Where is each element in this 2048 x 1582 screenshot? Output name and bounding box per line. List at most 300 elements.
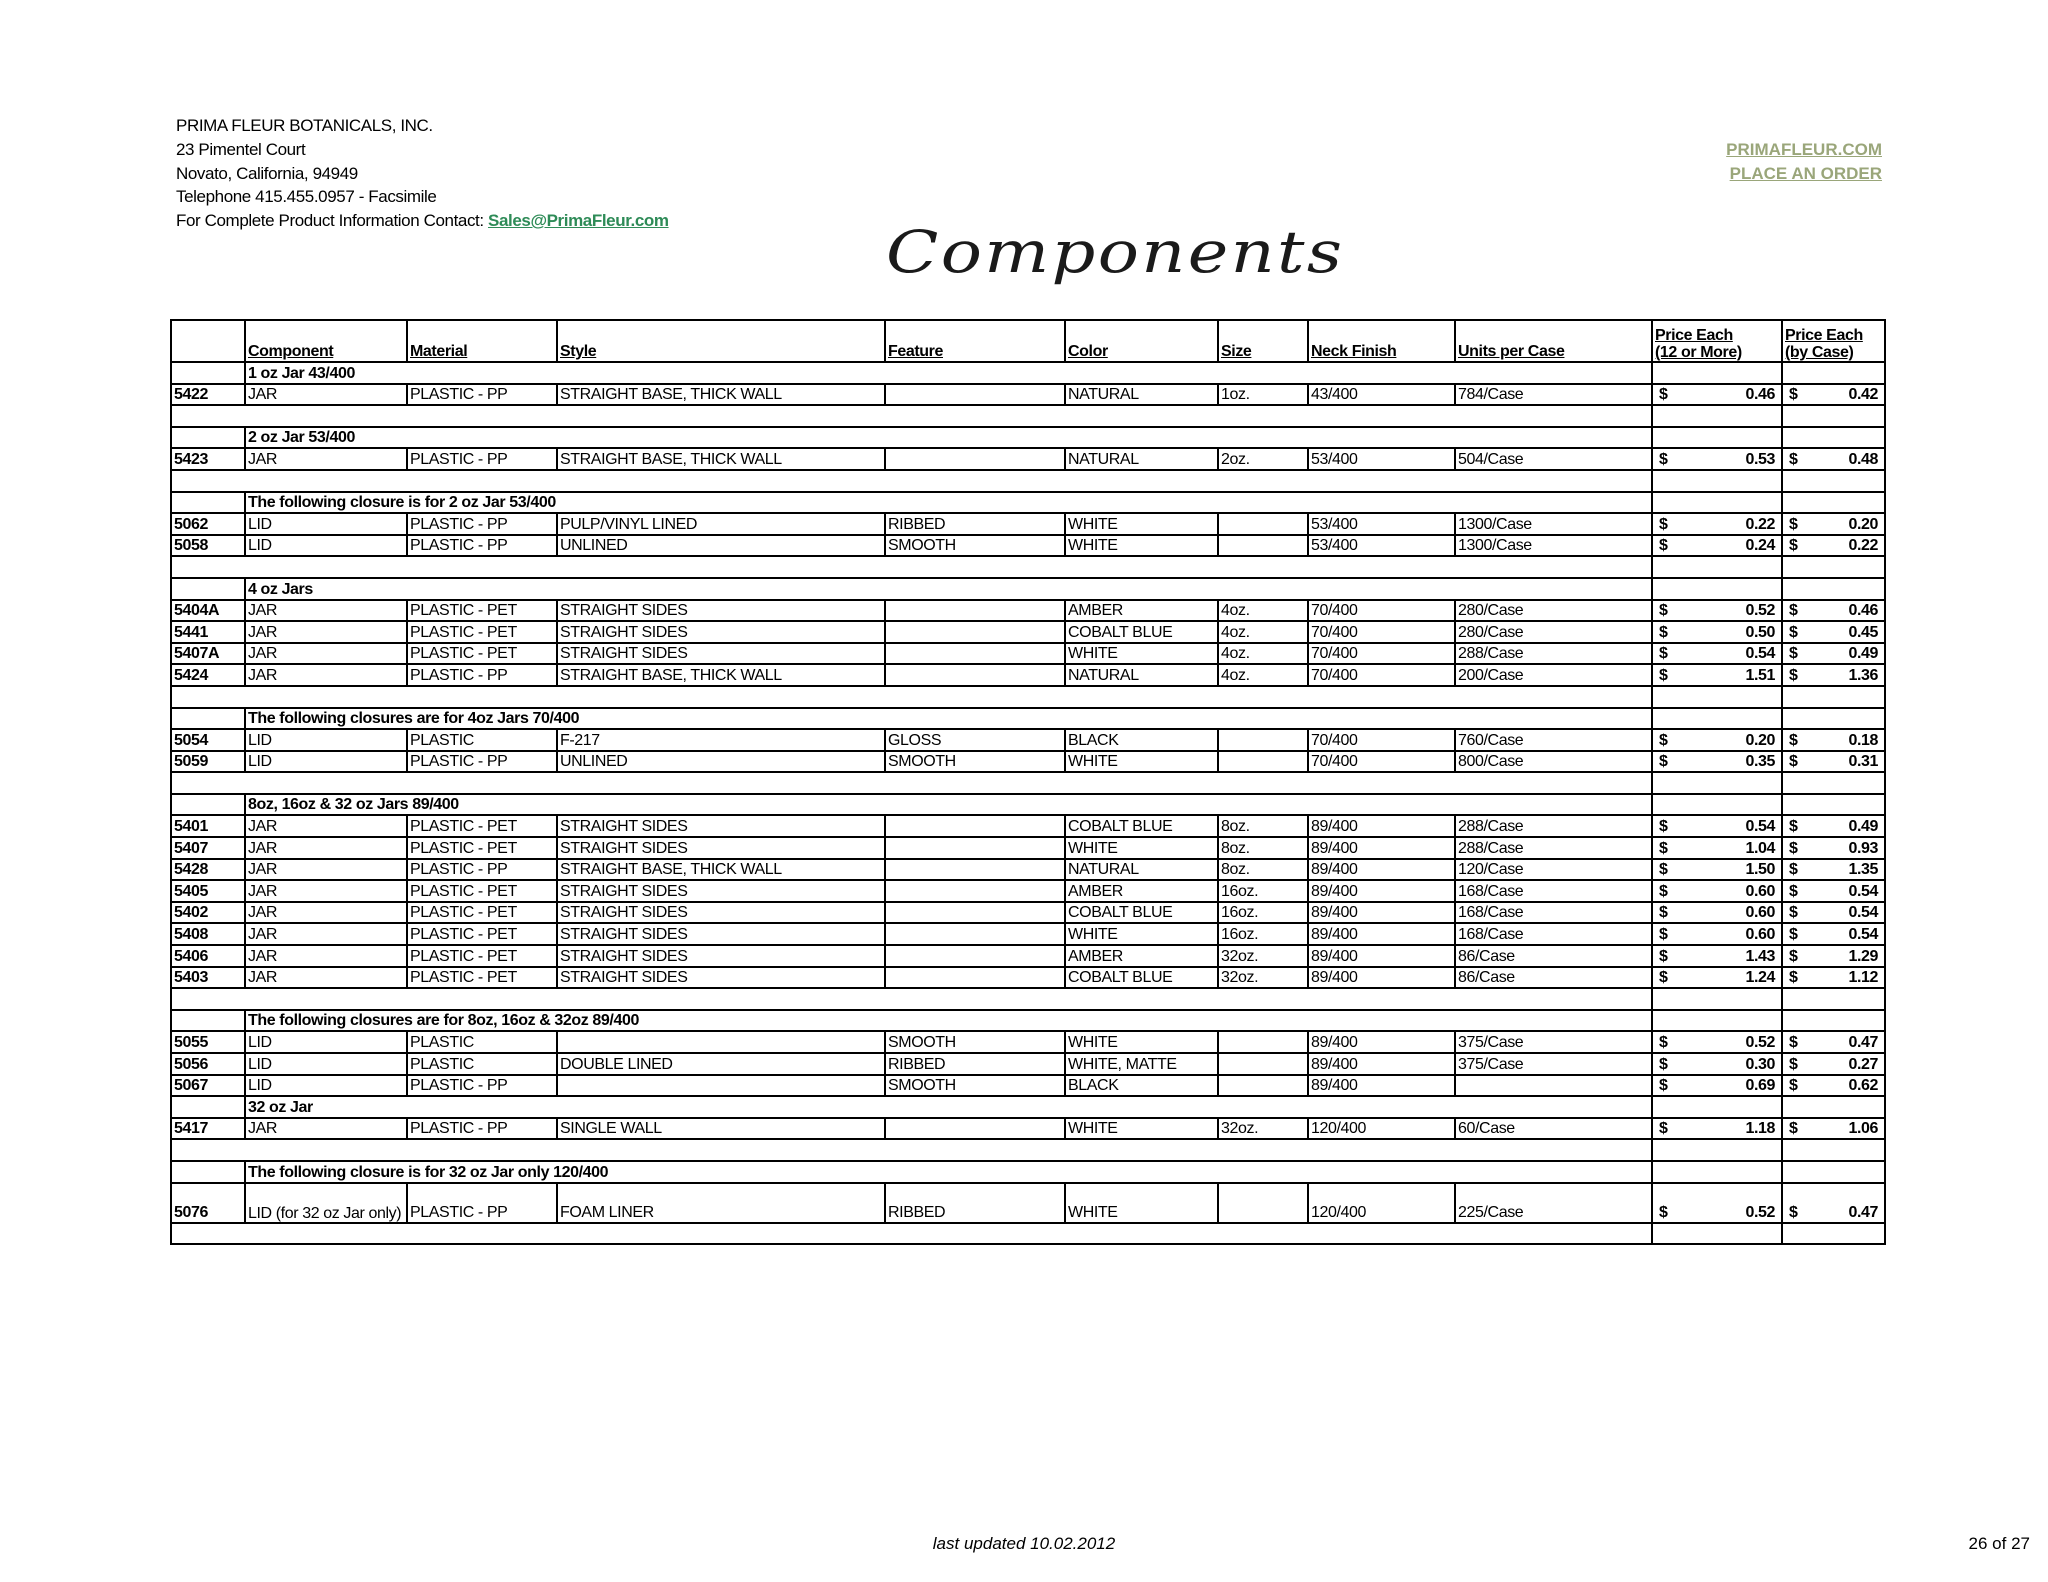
style-cell: STRAIGHT SIDES (557, 837, 885, 859)
feature-cell (885, 923, 1065, 945)
blank-row (171, 405, 1885, 427)
currency-symbol: $ (1659, 1077, 1668, 1095)
price-case-cell (1782, 880, 1885, 902)
component-cell: LID (245, 751, 407, 773)
price-value: 0.35 (1745, 753, 1775, 771)
price-value: 0.27 (1848, 1055, 1878, 1073)
table-row (171, 967, 1885, 989)
blank-row (171, 686, 1885, 708)
component-cell: JAR (245, 815, 407, 837)
table-row (171, 664, 1885, 686)
price-12-cell (1652, 621, 1782, 643)
size-cell: 32oz. (1218, 945, 1308, 967)
neck-finish-cell: 89/400 (1308, 902, 1455, 924)
units-cell: 375/Case (1455, 1031, 1652, 1053)
sku-cell: 5423 (171, 448, 245, 470)
price-value: 1.51 (1745, 666, 1775, 684)
neck-finish-cell: 89/400 (1308, 815, 1455, 837)
material-cell: PLASTIC (407, 1031, 557, 1053)
price-value: 0.20 (1745, 731, 1775, 749)
price-value: 0.60 (1745, 926, 1775, 944)
header-material: Material (407, 320, 557, 362)
currency-symbol: $ (1789, 450, 1798, 468)
style-cell: STRAIGHT BASE, THICK WALL (557, 859, 885, 881)
blank-cell (1652, 405, 1782, 427)
price-value: 0.30 (1745, 1055, 1775, 1073)
material-cell: PLASTIC - PET (407, 880, 557, 902)
price-12-cell (1652, 535, 1782, 557)
header-size: Size (1218, 320, 1308, 362)
currency-symbol: $ (1659, 947, 1668, 965)
component-cell: LID (245, 1031, 407, 1053)
neck-finish-cell: 70/400 (1308, 751, 1455, 773)
style-cell: STRAIGHT SIDES (557, 621, 885, 643)
component-cell: JAR (245, 923, 407, 945)
style-cell: STRAIGHT SIDES (557, 880, 885, 902)
currency-symbol: $ (1789, 839, 1798, 857)
price-cell (1782, 362, 1885, 384)
feature-cell (885, 384, 1065, 406)
sku-cell: 5406 (171, 945, 245, 967)
currency-symbol: $ (1789, 861, 1798, 879)
section-label: The following closure is for 2 oz Jar 53/400 (245, 492, 1652, 514)
blank-cell (171, 772, 1652, 794)
style-cell: PULP/VINYL LINED (557, 513, 885, 535)
price-case-cell (1782, 837, 1885, 859)
size-cell: 8oz. (1218, 837, 1308, 859)
price-12-cell (1652, 859, 1782, 881)
header-price-12: Price Each (12 or More) (1652, 320, 1782, 362)
section-label: 8oz, 16oz & 32 oz Jars 89/400 (245, 794, 1652, 816)
color-cell: NATURAL (1065, 859, 1218, 881)
feature-cell: RIBBED (885, 513, 1065, 535)
sku-cell (171, 708, 245, 730)
company-street: 23 Pimentel Court (176, 139, 306, 159)
material-cell: PLASTIC - PP (407, 1183, 557, 1223)
blank-cell (171, 988, 1652, 1010)
price-cell (1782, 578, 1885, 600)
price-cell (1652, 1096, 1782, 1118)
price-12-cell (1652, 967, 1782, 989)
price-cell (1782, 1096, 1885, 1118)
blank-row (171, 1223, 1885, 1245)
size-cell: 2oz. (1218, 448, 1308, 470)
price-case-cell (1782, 384, 1885, 406)
units-cell: 225/Case (1455, 1183, 1652, 1223)
sku-cell: 5404A (171, 600, 245, 622)
price-value: 0.50 (1745, 623, 1775, 641)
size-cell (1218, 729, 1308, 751)
color-cell: NATURAL (1065, 384, 1218, 406)
price-value: 0.60 (1745, 904, 1775, 922)
currency-symbol: $ (1659, 818, 1668, 836)
price-cell (1652, 427, 1782, 449)
neck-finish-cell: 89/400 (1308, 1031, 1455, 1053)
material-cell: PLASTIC - PP (407, 1075, 557, 1097)
blank-cell (1652, 470, 1782, 492)
price-case-cell (1782, 600, 1885, 622)
feature-cell (885, 945, 1065, 967)
price-value: 1.29 (1848, 947, 1878, 965)
price-value: 0.52 (1745, 1034, 1775, 1051)
color-cell: WHITE (1065, 1031, 1218, 1053)
units-cell: 200/Case (1455, 664, 1652, 686)
neck-finish-cell: 70/400 (1308, 600, 1455, 622)
currency-symbol: $ (1659, 926, 1668, 944)
component-cell: LID (245, 729, 407, 751)
header-price-case: Price Each (by Case) (1782, 320, 1885, 362)
price-12-cell (1652, 923, 1782, 945)
style-cell: SINGLE WALL (557, 1118, 885, 1140)
price-case-cell (1782, 729, 1885, 751)
currency-symbol: $ (1789, 1203, 1798, 1221)
currency-symbol: $ (1789, 969, 1798, 987)
component-cell: JAR (245, 600, 407, 622)
section-label: 1 oz Jar 43/400 (245, 362, 1652, 384)
price-cell (1782, 1010, 1885, 1032)
table-row (171, 600, 1885, 622)
price-cell (1652, 1161, 1782, 1183)
blank-cell (1782, 988, 1885, 1010)
price-case-cell (1782, 513, 1885, 535)
units-cell: 288/Case (1455, 815, 1652, 837)
table-row (171, 1053, 1885, 1075)
neck-finish-cell: 53/400 (1308, 513, 1455, 535)
price-cell (1652, 1010, 1782, 1032)
header-style: Style (557, 320, 885, 362)
units-cell: 280/Case (1455, 621, 1652, 643)
price-12-cell (1652, 751, 1782, 773)
table-row (171, 902, 1885, 924)
feature-cell: SMOOTH (885, 535, 1065, 557)
component-cell: JAR (245, 621, 407, 643)
blank-cell (1782, 405, 1885, 427)
neck-finish-cell: 89/400 (1308, 1075, 1455, 1097)
table-row (171, 1031, 1885, 1053)
material-cell: PLASTIC - PP (407, 448, 557, 470)
feature-cell (885, 600, 1065, 622)
section-header-row (171, 794, 1885, 816)
units-cell: 120/Case (1455, 859, 1652, 881)
component-cell: LID (for 32 oz Jar only) (245, 1183, 407, 1223)
price-value: 0.49 (1848, 818, 1878, 836)
price-value: 0.48 (1848, 450, 1878, 468)
section-label: The following closures are for 4oz Jars 70/400 (245, 708, 1652, 730)
sku-cell: 5059 (171, 751, 245, 773)
company-info (176, 114, 669, 233)
currency-symbol: $ (1789, 602, 1798, 620)
price-value: 0.54 (1848, 882, 1878, 900)
component-cell: LID (245, 1053, 407, 1075)
blank-cell (171, 1139, 1652, 1161)
feature-cell (885, 1118, 1065, 1140)
currency-symbol: $ (1789, 882, 1798, 900)
table-row (171, 1075, 1885, 1097)
price-case-cell (1782, 923, 1885, 945)
blank-cell (1782, 556, 1885, 578)
price-value: 0.52 (1745, 1203, 1775, 1221)
currency-symbol: $ (1789, 926, 1798, 944)
color-cell: WHITE (1065, 535, 1218, 557)
units-cell: 288/Case (1455, 837, 1652, 859)
price-value: 0.45 (1848, 623, 1878, 641)
price-12-cell (1652, 1183, 1782, 1223)
component-cell: JAR (245, 902, 407, 924)
blank-cell (1782, 470, 1885, 492)
feature-cell (885, 643, 1065, 665)
currency-symbol: $ (1659, 969, 1668, 987)
price-value: 0.20 (1848, 515, 1878, 533)
color-cell: WHITE (1065, 1118, 1218, 1140)
price-12-cell (1652, 664, 1782, 686)
material-cell: PLASTIC (407, 1053, 557, 1075)
price-value: 0.49 (1848, 645, 1878, 663)
section-header-row (171, 1010, 1885, 1032)
price-value: 0.24 (1745, 537, 1775, 555)
size-cell (1218, 1053, 1308, 1075)
price-12-cell (1652, 1118, 1782, 1140)
feature-cell (885, 859, 1065, 881)
price-12-cell (1652, 1075, 1782, 1097)
currency-symbol: $ (1659, 904, 1668, 922)
price-value: 1.35 (1848, 861, 1878, 879)
feature-cell (885, 448, 1065, 470)
table-row (171, 751, 1885, 773)
sku-cell: 5054 (171, 729, 245, 751)
feature-cell (885, 664, 1065, 686)
neck-finish-cell: 70/400 (1308, 621, 1455, 643)
table-row (171, 643, 1885, 665)
units-cell: 86/Case (1455, 945, 1652, 967)
price-12-cell (1652, 880, 1782, 902)
price-12-cell (1652, 729, 1782, 751)
currency-symbol: $ (1659, 602, 1668, 620)
blank-cell (171, 556, 1652, 578)
neck-finish-cell: 89/400 (1308, 1053, 1455, 1075)
company-phone: Telephone 415.455.0957 - Facsimile (176, 187, 437, 207)
blank-row (171, 1139, 1885, 1161)
feature-cell: RIBBED (885, 1183, 1065, 1223)
color-cell: AMBER (1065, 600, 1218, 622)
sku-cell: 5076 (171, 1183, 245, 1223)
sku-cell: 5408 (171, 923, 245, 945)
material-cell: PLASTIC - PET (407, 902, 557, 924)
sku-cell (171, 578, 245, 600)
site-link[interactable]: PRIMAFLEUR.COM (1726, 140, 1882, 159)
price-cell (1782, 1161, 1885, 1183)
units-cell: 288/Case (1455, 643, 1652, 665)
currency-symbol: $ (1659, 386, 1668, 404)
price-cell (1782, 794, 1885, 816)
currency-symbol: $ (1789, 1034, 1798, 1051)
style-cell: STRAIGHT SIDES (557, 643, 885, 665)
price-value: 0.42 (1848, 386, 1878, 404)
price-case-cell (1782, 751, 1885, 773)
price-12-cell (1652, 513, 1782, 535)
company-city: Novato, California, 94949 (176, 163, 358, 183)
table-row (171, 859, 1885, 881)
sku-cell: 5067 (171, 1075, 245, 1097)
sku-cell: 5058 (171, 535, 245, 557)
price-value: 0.62 (1848, 1077, 1878, 1095)
table-row (171, 448, 1885, 470)
components-table (170, 319, 1886, 1245)
currency-symbol: $ (1789, 645, 1798, 663)
material-cell: PLASTIC (407, 729, 557, 751)
neck-finish-cell: 89/400 (1308, 837, 1455, 859)
color-cell: BLACK (1065, 1075, 1218, 1097)
table-row (171, 815, 1885, 837)
feature-cell (885, 837, 1065, 859)
section-header-row (171, 1096, 1885, 1118)
size-cell: 4oz. (1218, 600, 1308, 622)
units-cell: 800/Case (1455, 751, 1652, 773)
component-cell: LID (245, 513, 407, 535)
price-cell (1652, 362, 1782, 384)
price-case-cell (1782, 643, 1885, 665)
blank-row (171, 772, 1885, 794)
feature-cell: GLOSS (885, 729, 1065, 751)
place-order-link[interactable]: PLACE AN ORDER (1729, 164, 1882, 183)
price-value: 0.53 (1745, 450, 1775, 468)
price-case-cell (1782, 1183, 1885, 1223)
currency-symbol: $ (1659, 753, 1668, 771)
neck-finish-cell: 89/400 (1308, 923, 1455, 945)
price-12-cell (1652, 1053, 1782, 1075)
section-header-row (171, 492, 1885, 514)
style-cell (557, 1031, 885, 1053)
size-cell (1218, 1183, 1308, 1223)
price-case-cell (1782, 535, 1885, 557)
section-label: 32 oz Jar (245, 1096, 1652, 1118)
price-case-cell (1782, 859, 1885, 881)
size-cell (1218, 751, 1308, 773)
table-body (171, 362, 1885, 1244)
currency-symbol: $ (1659, 623, 1668, 641)
contact-email-link[interactable]: Sales@PrimaFleur.com (488, 211, 669, 231)
units-cell: 784/Case (1455, 384, 1652, 406)
section-header-row (171, 578, 1885, 600)
price-value: 1.36 (1848, 666, 1878, 684)
component-cell: JAR (245, 643, 407, 665)
size-cell: 32oz. (1218, 1118, 1308, 1140)
price-12-cell (1652, 837, 1782, 859)
price-12-cell (1652, 448, 1782, 470)
material-cell: PLASTIC - PP (407, 384, 557, 406)
color-cell: WHITE (1065, 837, 1218, 859)
neck-finish-cell: 89/400 (1308, 967, 1455, 989)
price-case-cell (1782, 1118, 1885, 1140)
size-cell: 8oz. (1218, 815, 1308, 837)
size-cell (1218, 535, 1308, 557)
blank-cell (1782, 1223, 1885, 1245)
style-cell: STRAIGHT SIDES (557, 815, 885, 837)
style-cell: STRAIGHT SIDES (557, 967, 885, 989)
color-cell: COBALT BLUE (1065, 967, 1218, 989)
neck-finish-cell: 43/400 (1308, 384, 1455, 406)
sku-cell: 5424 (171, 664, 245, 686)
material-cell: PLASTIC - PET (407, 945, 557, 967)
material-cell: PLASTIC - PP (407, 1118, 557, 1140)
currency-symbol: $ (1659, 515, 1668, 533)
feature-cell (885, 902, 1065, 924)
sku-cell (171, 1096, 245, 1118)
contact-prefix: For Complete Product Information Contact: (176, 211, 489, 231)
price-case-cell (1782, 945, 1885, 967)
size-cell (1218, 1075, 1308, 1097)
feature-cell (885, 815, 1065, 837)
component-cell: JAR (245, 664, 407, 686)
material-cell: PLASTIC - PP (407, 535, 557, 557)
currency-symbol: $ (1789, 1055, 1798, 1073)
table-row (171, 880, 1885, 902)
price-12-cell (1652, 643, 1782, 665)
currency-symbol: $ (1789, 753, 1798, 771)
blank-cell (1652, 686, 1782, 708)
size-cell: 4oz. (1218, 643, 1308, 665)
currency-symbol: $ (1659, 666, 1668, 684)
company-name: PRIMA FLEUR BOTANICALS, INC. (176, 116, 433, 135)
units-cell: 375/Case (1455, 1053, 1652, 1075)
feature-cell: SMOOTH (885, 1075, 1065, 1097)
currency-symbol: $ (1659, 882, 1668, 900)
section-header-row (171, 427, 1885, 449)
sku-cell: 5422 (171, 384, 245, 406)
size-cell: 4oz. (1218, 664, 1308, 686)
style-cell: UNLINED (557, 751, 885, 773)
table-row (171, 729, 1885, 751)
sku-cell (171, 1161, 245, 1183)
color-cell: NATURAL (1065, 664, 1218, 686)
sku-cell: 5402 (171, 902, 245, 924)
price-value: 1.12 (1848, 969, 1878, 987)
material-cell: PLASTIC - PET (407, 967, 557, 989)
price-cell (1782, 492, 1885, 514)
component-cell: LID (245, 1075, 407, 1097)
style-cell (557, 1075, 885, 1097)
table-row (171, 1183, 1885, 1223)
currency-symbol: $ (1789, 537, 1798, 555)
size-cell: 1oz. (1218, 384, 1308, 406)
material-cell: PLASTIC - PET (407, 815, 557, 837)
currency-symbol: $ (1659, 839, 1668, 857)
currency-symbol: $ (1659, 1055, 1668, 1073)
sku-cell: 5428 (171, 859, 245, 881)
component-cell: JAR (245, 1118, 407, 1140)
feature-cell (885, 880, 1065, 902)
currency-symbol: $ (1789, 515, 1798, 533)
price-value: 0.46 (1745, 386, 1775, 404)
currency-symbol: $ (1789, 666, 1798, 684)
price-case-cell (1782, 621, 1885, 643)
neck-finish-cell: 89/400 (1308, 945, 1455, 967)
contact-line (176, 209, 669, 233)
material-cell: PLASTIC - PET (407, 600, 557, 622)
size-cell: 32oz. (1218, 967, 1308, 989)
color-cell: WHITE (1065, 751, 1218, 773)
component-cell: JAR (245, 837, 407, 859)
color-cell: NATURAL (1065, 448, 1218, 470)
sku-cell: 5401 (171, 815, 245, 837)
color-cell: WHITE, MATTE (1065, 1053, 1218, 1075)
price-value: 1.43 (1745, 947, 1775, 965)
price-value: 0.54 (1848, 926, 1878, 944)
header-units-per-case: Units per Case (1455, 320, 1652, 362)
sku-cell (171, 492, 245, 514)
price-value: 0.54 (1848, 904, 1878, 922)
price-case-cell (1782, 664, 1885, 686)
table-row (171, 1118, 1885, 1140)
